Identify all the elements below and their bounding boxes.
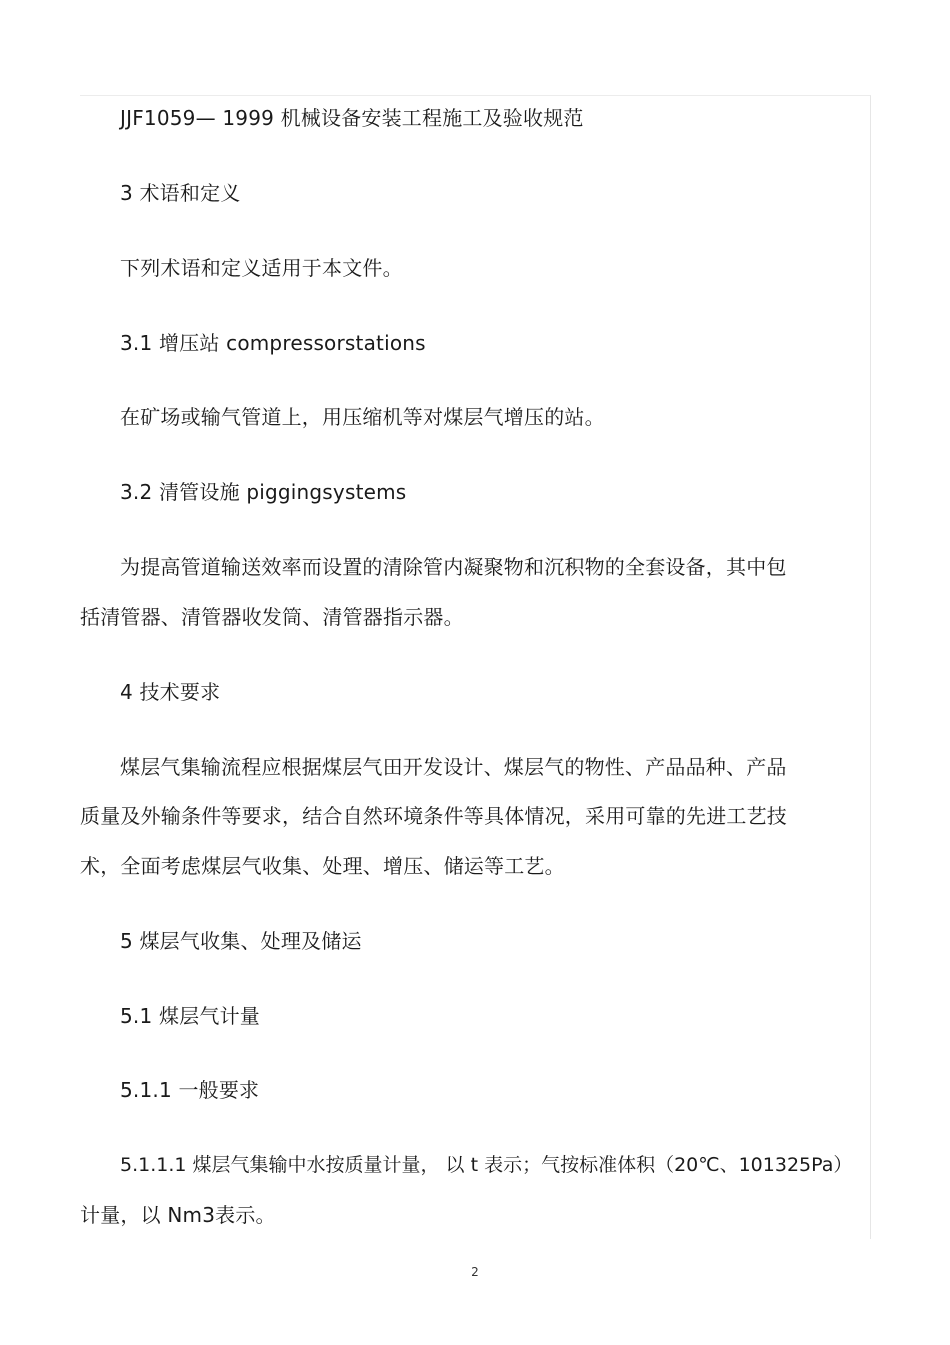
section-4-heading: 4 技术要求	[120, 680, 221, 704]
page-number: 2	[471, 1265, 479, 1279]
section-4-paragraph-line-3: 术，全面考虑煤层气收集、处理、增压、储运等工艺。	[80, 854, 565, 878]
clause-5-1-1-1-line-2: 计量，以 Nm3表示。	[80, 1203, 276, 1227]
section-4-paragraph-line-2: 质量及外输条件等要求，结合自然环境条件等具体情况，采用可靠的先进工艺技	[80, 804, 787, 828]
section-3-intro: 下列术语和定义适用于本文件。	[120, 256, 403, 280]
section-4-paragraph-line-1: 煤层气集输流程应根据煤层气田开发设计、煤层气的物性、产品品种、产品	[120, 755, 787, 779]
term-3-2-heading: 3.2 清管设施 piggingsystems	[120, 480, 407, 504]
reference-standard-line: JJF1059— 1999 机械设备安装工程施工及验收规范	[120, 106, 584, 130]
term-3-2-definition-line-2: 括清管器、清管器收发筒、清管器指示器。	[80, 605, 464, 629]
term-3-1-definition: 在矿场或输气管道上，用压缩机等对煤层气增压的站。	[120, 405, 605, 429]
section-5-heading: 5 煤层气收集、处理及储运	[120, 929, 362, 953]
term-3-2-definition-line-1: 为提高管道输送效率而设置的清除管内凝聚物和沉积物的全套设备，其中包	[120, 555, 787, 579]
clause-5-1-1-1-line-1: 5.1.1.1 煤层气集输中水按质量计量， 以 t 表示；气按标准体积（20℃、101325Pa）	[120, 1154, 853, 1176]
section-3-heading: 3 术语和定义	[120, 181, 241, 205]
section-5-1-heading: 5.1 煤层气计量	[120, 1004, 260, 1028]
term-3-1-heading: 3.1 增压站 compressorstations	[120, 331, 426, 355]
section-5-1-1-heading: 5.1.1 一般要求	[120, 1078, 260, 1102]
